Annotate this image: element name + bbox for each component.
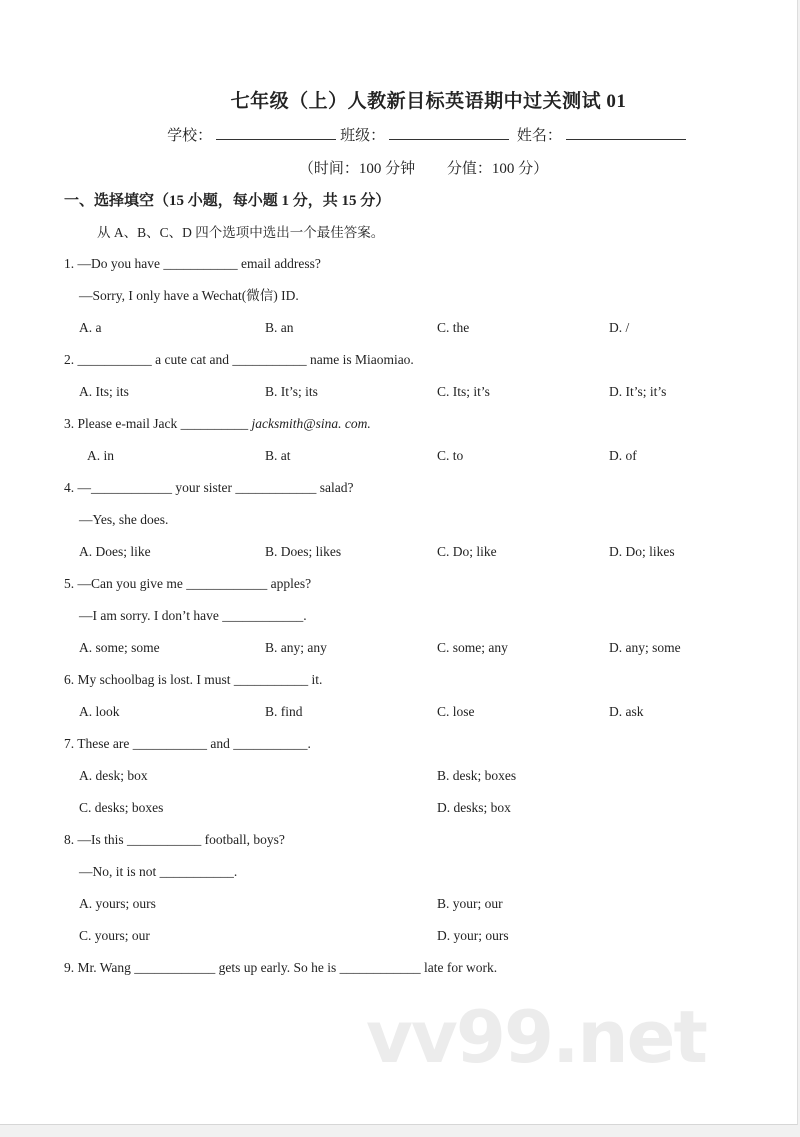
watermark: vv99.net bbox=[366, 995, 706, 1079]
option-a: A. desk; box bbox=[79, 768, 148, 783]
option-a: A. look bbox=[79, 704, 120, 719]
options-row bbox=[0, 383, 797, 415]
options-row bbox=[0, 767, 797, 799]
option-b: B. Does; likes bbox=[265, 544, 342, 559]
options-row bbox=[0, 319, 797, 351]
option-b: B. your; our bbox=[437, 896, 503, 911]
question-stem: 9. Mr. Wang ____________ gets up early. So he is ____________ late for work. bbox=[64, 960, 498, 975]
exam-meta bbox=[0, 157, 797, 178]
question-stem: 6. My schoolbag is lost. I must ___________ it. bbox=[64, 672, 323, 687]
question-stem: 2. ___________ a cute cat and ___________ name is Miaomiao. bbox=[64, 352, 414, 367]
option-a: A. yours; ours bbox=[79, 896, 156, 911]
question-stem: 1. —Do you have ___________ email address? bbox=[64, 256, 321, 271]
email-address: jacksmith@sina. com. bbox=[251, 416, 371, 431]
section-heading: 一、选择填空（15 小题，每小题 1 分，共 15 分） bbox=[64, 193, 391, 209]
option-c: C. desks; boxes bbox=[79, 800, 164, 815]
option-b: B. at bbox=[265, 448, 291, 463]
option-c: C. the bbox=[437, 320, 470, 335]
name-label: 姓名： bbox=[516, 128, 562, 144]
class-blank bbox=[389, 125, 509, 140]
section-instruction: 从 A、B、C、D 四个选项中选出一个最佳答案。 bbox=[97, 225, 385, 240]
option-c: C. yours; our bbox=[79, 928, 150, 943]
question-text: 3. Please e-mail Jack __________ bbox=[64, 416, 252, 431]
question-reply: —I am sorry. I don’t have ____________. bbox=[79, 608, 307, 623]
option-a: A. Does; like bbox=[79, 544, 151, 559]
page-title: 七年级（上）人教新目标英语期中过关测试 01 bbox=[230, 91, 627, 112]
option-a: A. Its; its bbox=[79, 384, 129, 399]
option-c: C. some; any bbox=[437, 640, 508, 655]
options-row bbox=[0, 895, 797, 927]
school-blank bbox=[216, 125, 336, 140]
option-b: B. desk; boxes bbox=[437, 768, 517, 783]
option-b: B. find bbox=[265, 704, 303, 719]
class-label: 班级： bbox=[340, 128, 386, 144]
question-list bbox=[0, 255, 797, 991]
question-reply: —Yes, she does. bbox=[79, 512, 169, 527]
option-b: B. an bbox=[265, 320, 294, 335]
option-d: D. your; ours bbox=[437, 928, 509, 943]
option-d: D. any; some bbox=[609, 640, 681, 655]
option-d: D. desks; box bbox=[437, 800, 511, 815]
options-row bbox=[0, 447, 797, 479]
options-row bbox=[0, 703, 797, 735]
question-stem bbox=[64, 415, 371, 433]
option-d: D. / bbox=[609, 320, 630, 335]
school-label: 学校： bbox=[167, 128, 213, 144]
option-b: B. It’s; its bbox=[265, 384, 318, 399]
options-row bbox=[0, 927, 797, 959]
options-row bbox=[0, 639, 797, 671]
option-d: D. of bbox=[609, 448, 637, 463]
question-stem: 4. —____________ your sister ____________ salad? bbox=[64, 480, 354, 495]
option-a: A. in bbox=[87, 448, 114, 463]
time-limit: （时间：100 分钟 bbox=[298, 161, 416, 177]
question-reply: —Sorry, I only have a Wechat(微信) ID. bbox=[79, 288, 299, 303]
option-d: D. ask bbox=[609, 704, 644, 719]
option-c: C. lose bbox=[437, 704, 475, 719]
option-d: D. It’s; it’s bbox=[609, 384, 667, 399]
question-stem: 7. These are ___________ and ___________. bbox=[64, 736, 311, 751]
total-score: 分值：100 分） bbox=[446, 161, 549, 177]
question-stem: 8. —Is this ___________ football, boys? bbox=[64, 832, 285, 847]
name-blank bbox=[566, 125, 686, 140]
option-c: C. Its; it’s bbox=[437, 384, 490, 399]
option-a: A. some; some bbox=[79, 640, 160, 655]
question-stem: 5. —Can you give me ____________ apples? bbox=[64, 576, 312, 591]
option-c: C. to bbox=[437, 448, 464, 463]
options-row bbox=[0, 799, 797, 831]
option-a: A. a bbox=[79, 320, 102, 335]
student-info-line bbox=[0, 124, 797, 145]
option-c: C. Do; like bbox=[437, 544, 497, 559]
question-reply: —No, it is not ___________. bbox=[79, 864, 238, 879]
options-row bbox=[0, 543, 797, 575]
option-d: D. Do; likes bbox=[609, 544, 675, 559]
option-b: B. any; any bbox=[265, 640, 327, 655]
